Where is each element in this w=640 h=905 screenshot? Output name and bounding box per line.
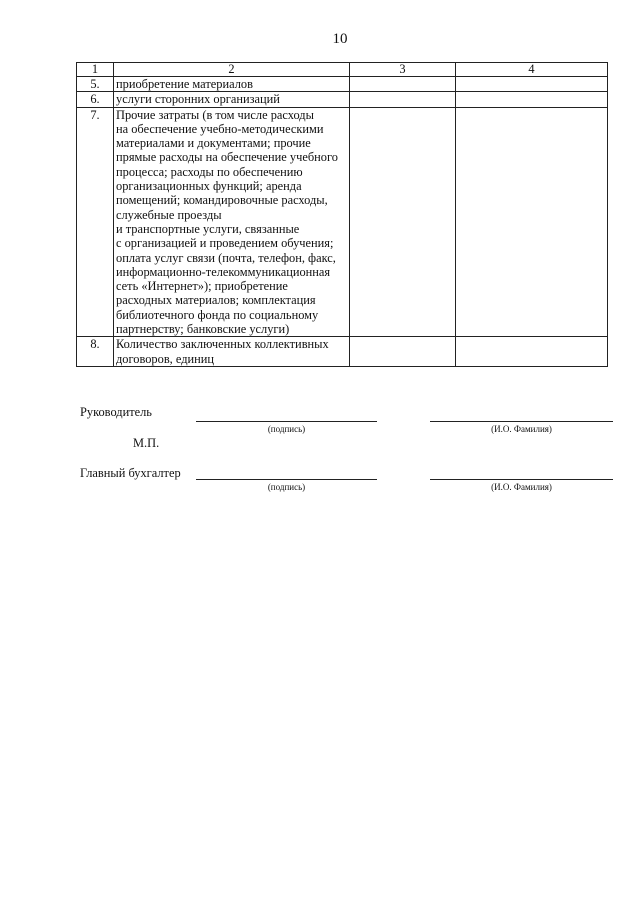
- accountant-name-line: [430, 479, 613, 480]
- row-value-col4: [456, 92, 608, 107]
- accountant-signature-caption: (подпись): [267, 482, 306, 492]
- row-value-col3: [350, 92, 456, 107]
- header-col-4: 4: [456, 63, 608, 77]
- table-row: [77, 337, 608, 367]
- head-signature-caption: (подпись): [267, 424, 306, 434]
- row-number: 5.: [77, 77, 114, 92]
- accountant-signature-line: [196, 479, 377, 480]
- row-value-col4: [456, 77, 608, 92]
- head-name-caption: (И.О. Фамилия): [491, 424, 552, 434]
- table-row: [77, 77, 608, 92]
- row-value-col3: [350, 337, 456, 367]
- stamp-label: М.П.: [133, 436, 160, 450]
- table-header-row: [77, 63, 608, 77]
- head-name-line: [430, 421, 613, 422]
- row-description: Количество заключенных коллективных договоров, единиц: [114, 337, 350, 367]
- page-number: 10: [332, 31, 348, 47]
- row-value-col3: [350, 107, 456, 337]
- row-number: 6.: [77, 92, 114, 107]
- head-signature-line: [196, 421, 377, 422]
- row-value-col4: [456, 107, 608, 337]
- row-number: 8.: [77, 337, 114, 367]
- header-col-3: 3: [350, 63, 456, 77]
- row-value-col4: [456, 337, 608, 367]
- head-label: Руководитель: [80, 405, 152, 419]
- row-description: Прочие затраты (в том числе расходы на обеспечение учебно-методическими материалами и документами; прочие прямые расходы на обеспечение учебного процесса; расходы по обеспечению организационных функций; аренда помещений; командировочные расходы, служебные проезды и транспортные услуги, связанные с организацией и проведением обучения; оплата услуг связи (почта, телефон, факс, информационно-телекоммуникационная сеть «Интернет»); приобретение расходных материалов; комплектация библиотечного фонда по социальному партнерству; банковские услуги): [114, 107, 350, 337]
- table-row: [77, 92, 608, 107]
- accountant-label: Главный бухгалтер: [80, 466, 181, 480]
- row-value-col3: [350, 77, 456, 92]
- header-col-2: 2: [114, 63, 350, 77]
- row-description: услуги сторонних организаций: [114, 92, 350, 107]
- row-number: 7.: [77, 107, 114, 337]
- header-col-1: 1: [77, 63, 114, 77]
- cost-table: [76, 62, 608, 367]
- accountant-name-caption: (И.О. Фамилия): [491, 482, 552, 492]
- table-row: [77, 107, 608, 337]
- row-description: приобретение материалов: [114, 77, 350, 92]
